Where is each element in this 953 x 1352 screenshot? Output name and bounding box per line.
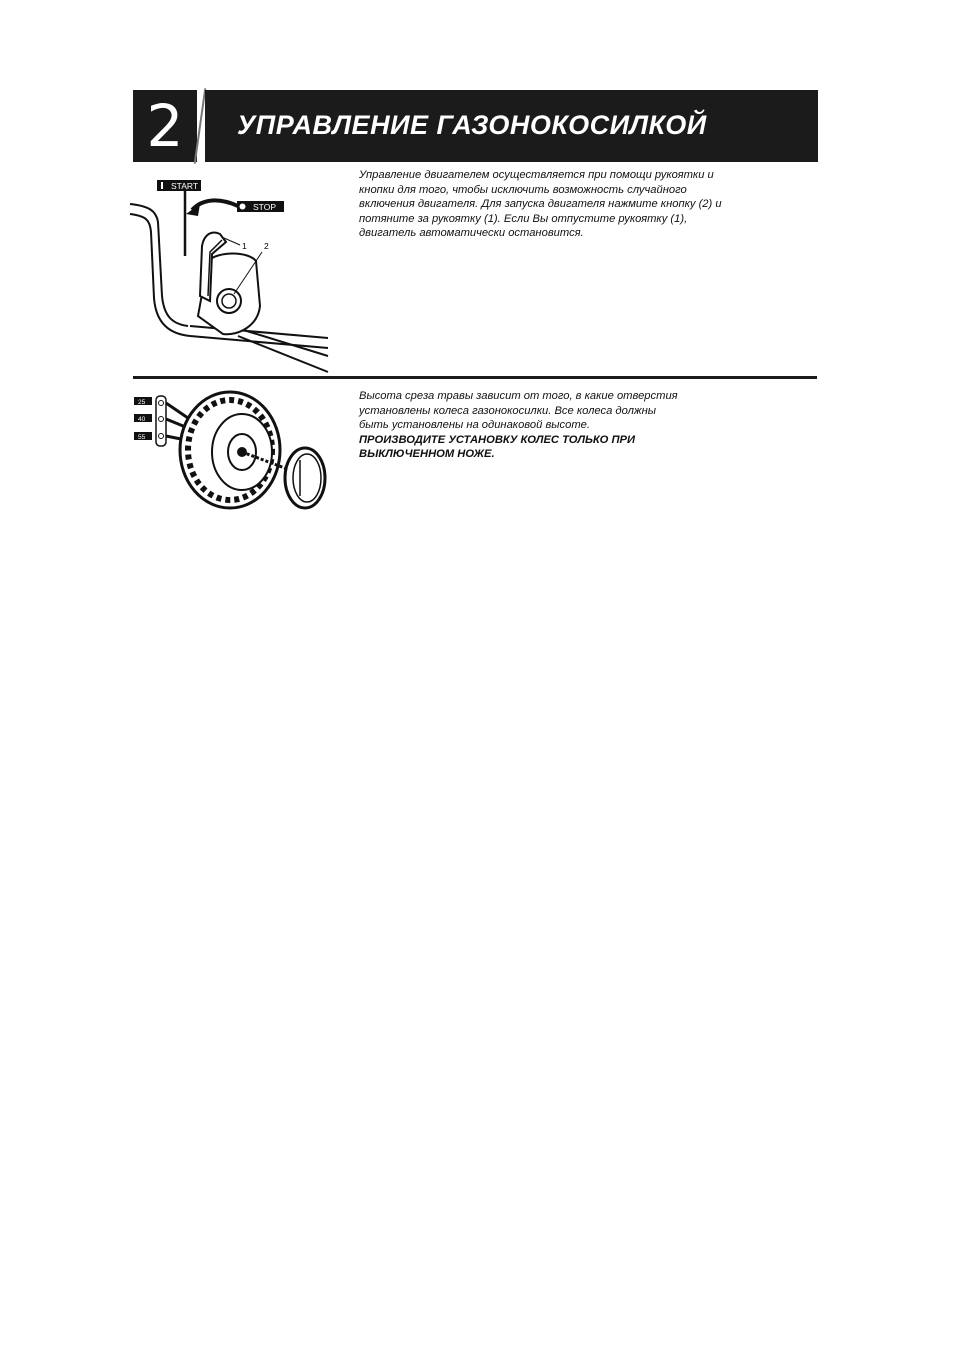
section-divider xyxy=(133,376,817,379)
text-line: Высота среза травы зависит от того, в какие отверстия xyxy=(359,390,678,402)
text-line: включения двигателя. Для запуска двигателя нажмите кнопку (2) и xyxy=(359,198,722,210)
warning-line: ВЫКЛЮЧЕННОМ НОЖЕ. xyxy=(359,448,495,460)
warning-line: ПРОИЗВОДИТЕ УСТАНОВКУ КОЛЕС ТОЛЬКО ПРИ xyxy=(359,433,636,446)
section-header xyxy=(205,90,818,162)
height-label-40: 40 xyxy=(138,416,146,423)
height-label-25: 25 xyxy=(138,399,146,406)
text-line: двигатель автоматически остановится. xyxy=(359,227,584,239)
start-label: START xyxy=(171,181,199,191)
section-number: 2 xyxy=(133,90,197,162)
stop-label: STOP xyxy=(253,202,276,212)
callout-2: 2 xyxy=(264,241,269,251)
wheel-height-figure xyxy=(130,388,340,518)
engine-control-figure xyxy=(128,176,333,376)
wheel-height-text xyxy=(359,389,759,462)
engine-control-text xyxy=(359,168,759,241)
text-line: быть установлены на одинаковой высоте. xyxy=(359,419,590,431)
text-line: Управление двигателем осуществляется при помощи рукоятки и xyxy=(359,169,714,181)
text-line: установлены колеса газонокосилки. Все колеса должны xyxy=(359,404,656,417)
section-title: УПРАВЛЕНИЕ ГАЗОНОКОСИЛКОЙ xyxy=(237,110,707,140)
callout-1: 1 xyxy=(242,241,247,251)
text-line: кнопки для того, чтобы исключить возможность случайного xyxy=(359,183,687,196)
text-line: потяните за рукоятку (1). Если Вы отпустите рукоятку (1), xyxy=(359,212,688,225)
height-label-55: 55 xyxy=(138,434,146,441)
